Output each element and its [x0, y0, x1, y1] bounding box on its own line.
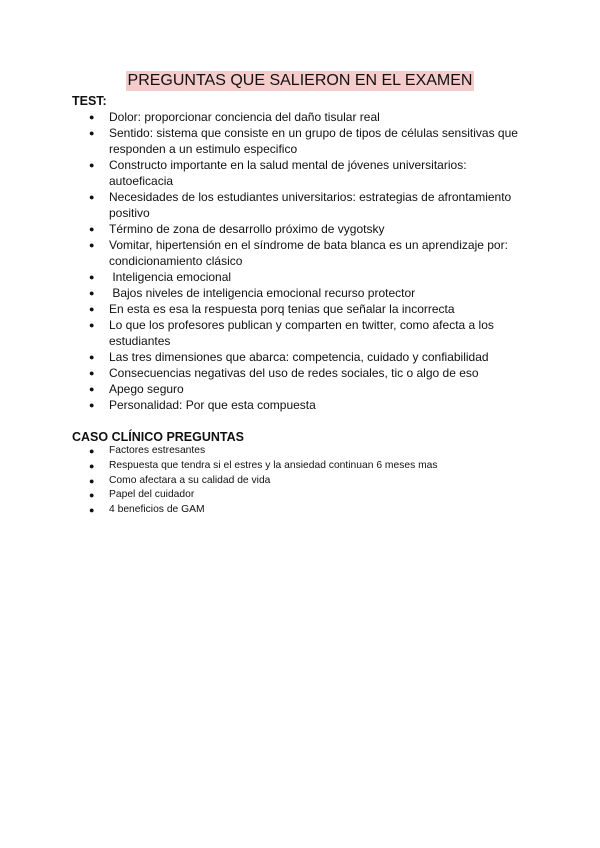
bullet-icon: ● — [89, 112, 95, 122]
bullet-icon: ● — [89, 400, 95, 410]
test-heading: TEST: — [72, 94, 107, 108]
list-item — [72, 237, 532, 269]
bullet-icon: ● — [89, 352, 95, 362]
list-item — [72, 221, 532, 237]
list-item-text: Consecuencias negativas del uso de redes sociales, tic o algo de eso — [109, 366, 479, 380]
list-item — [72, 381, 532, 397]
list-item — [72, 301, 532, 317]
list-item-text: Sentido: sistema que consiste en un grupo de tipos de células sensitivas que responden a un estimulo especifico — [109, 126, 518, 156]
list-item-text: En esta es esa la respuesta porq tenias que señalar la incorrecta — [109, 302, 455, 316]
list-item-text: Vomitar, hipertensión en el síndrome de bata blanca es un aprendizaje por: condicionamiento clásico — [109, 238, 508, 268]
list-item-text: Respuesta que tendra si el estres y la ansiedad continuan 6 meses mas — [109, 459, 438, 471]
bullet-icon: ● — [89, 505, 95, 516]
bullet-icon: ● — [89, 368, 95, 378]
bullet-icon: ● — [89, 224, 95, 234]
list-item-text: Personalidad: Por que esta compuesta — [109, 398, 316, 412]
list-item — [72, 459, 532, 474]
list-item-text: Papel del cuidador — [109, 489, 195, 501]
list-item-text: Bajos niveles de inteligencia emocional recurso protector — [109, 286, 416, 300]
bullet-icon: ● — [89, 446, 95, 456]
list-item — [72, 488, 532, 503]
list-item-text: Apego seguro — [109, 382, 184, 396]
bullet-icon: ● — [89, 128, 95, 138]
list-item-text: Necesidades de los estudiantes universitarios: estrategias de afrontamiento positivo — [109, 190, 512, 220]
page-title: PREGUNTAS QUE SALIERON EN EL EXAMEN — [127, 72, 473, 89]
bullet-icon: ● — [89, 272, 95, 282]
bullet-icon: ● — [89, 320, 95, 330]
list-item — [72, 157, 532, 189]
list-item-text: Inteligencia emocional — [109, 270, 232, 284]
list-item — [72, 269, 532, 285]
test-question-list — [72, 109, 532, 413]
list-item-text: Lo que los profesores publican y comparten en twitter, como afecta a los estudiantes — [109, 318, 494, 348]
list-item-text: Como afectara a su calidad de vida — [109, 474, 271, 486]
caso-clinico-heading: CASO CLÍNICO PREGUNTAS — [72, 430, 244, 444]
list-item-text: 4 beneficios de GAM — [109, 504, 205, 516]
list-item — [72, 503, 532, 518]
caso-clinico-question-list — [72, 444, 532, 518]
list-item — [72, 125, 532, 157]
list-item — [72, 109, 532, 125]
bullet-icon: ● — [89, 304, 95, 314]
list-item — [72, 397, 532, 413]
list-item — [72, 317, 532, 349]
bullet-icon: ● — [89, 192, 95, 202]
list-item — [72, 189, 532, 221]
list-item — [72, 444, 532, 459]
bullet-icon: ● — [89, 240, 95, 250]
list-item-text: Las tres dimensiones que abarca: competencia, cuidado y confiabilidad — [109, 350, 489, 364]
bullet-icon: ● — [89, 384, 95, 394]
bullet-icon: ● — [89, 460, 95, 471]
bullet-icon: ● — [89, 490, 95, 501]
list-item-text: Término de zona de desarrollo próximo de vygotsky — [109, 222, 385, 236]
list-item — [72, 349, 532, 365]
bullet-icon: ● — [89, 160, 95, 170]
bullet-icon: ● — [89, 475, 95, 486]
title-container — [0, 71, 600, 91]
list-item — [72, 474, 532, 489]
list-item-text: Dolor: proporcionar conciencia del daño tisular real — [109, 110, 380, 124]
list-item — [72, 365, 532, 381]
list-item-text: Constructo importante en la salud mental de jóvenes universitarios: autoeficacia — [109, 158, 467, 188]
list-item — [72, 285, 532, 301]
bullet-icon: ● — [89, 288, 95, 298]
list-item-text: Factores estresantes — [109, 445, 206, 456]
